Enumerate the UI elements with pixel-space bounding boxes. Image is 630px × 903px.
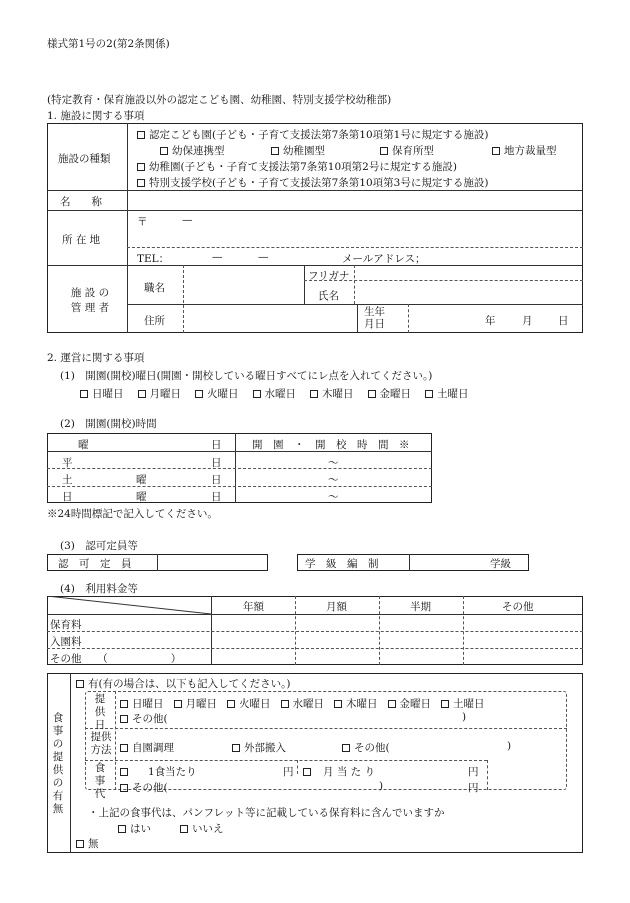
day-label: 土曜日: [453, 698, 485, 710]
checkbox[interactable]: [76, 840, 84, 848]
day-label: 木曜日: [346, 698, 378, 710]
option-label: 1食当たり: [148, 766, 197, 778]
dashed-line: [47, 486, 432, 487]
provide-day-label: 提供日: [94, 693, 106, 731]
checkbox[interactable]: [138, 390, 146, 398]
day-tue[interactable]: [195, 386, 239, 401]
job-title-field[interactable]: [186, 268, 301, 302]
row-line: [47, 210, 583, 211]
meals-no[interactable]: [76, 836, 99, 851]
checkbox[interactable]: [253, 390, 261, 398]
option-label: はい: [130, 823, 151, 835]
day-label: 日曜日: [92, 388, 124, 400]
tel-dash: —: [212, 251, 223, 263]
checkbox[interactable]: [120, 768, 128, 776]
capacity-label: 認 可 定 員: [58, 558, 132, 570]
class-unit: 学級: [490, 558, 511, 570]
checkbox[interactable]: [310, 390, 318, 398]
dashed-line: [487, 760, 488, 790]
hours-row-a: 日: [62, 491, 73, 503]
cell-line: [127, 304, 583, 305]
fee-row-label: その他 （ ）: [50, 653, 182, 665]
checkbox[interactable]: [388, 700, 396, 708]
shimei-field[interactable]: [358, 282, 580, 302]
provide-sat[interactable]: [441, 696, 485, 711]
cost-yen: 円: [468, 766, 479, 778]
class-field[interactable]: [411, 556, 481, 570]
provide-other[interactable]: [120, 711, 168, 726]
form-subtitle: (特定教育・保育施設以外の認定こども園、幼稚園、特別支援学校幼稚部): [47, 94, 392, 106]
day-thu[interactable]: [310, 386, 354, 401]
facility-table-divider: [127, 123, 128, 333]
checkbox[interactable]: [425, 390, 433, 398]
method-other-close: ): [507, 740, 512, 752]
address-field[interactable]: [150, 214, 570, 244]
day-mon[interactable]: [138, 386, 182, 401]
cell-line: [304, 265, 305, 304]
checkbox[interactable]: [118, 825, 126, 833]
address-label: 所 在 地: [62, 234, 101, 246]
checkbox[interactable]: [174, 700, 182, 708]
option-label: その他(: [354, 742, 390, 754]
facility-type-label: 施設の種類: [58, 153, 111, 165]
checkbox[interactable]: [137, 179, 145, 187]
cell-line: [70, 673, 71, 853]
checkbox[interactable]: [180, 825, 188, 833]
section2-heading: 2. 運営に関する事項: [47, 352, 145, 364]
dashed-line: [297, 760, 298, 774]
provide-mon[interactable]: [174, 696, 218, 711]
checkbox[interactable]: [342, 744, 350, 752]
checkbox[interactable]: [281, 700, 289, 708]
option-label: 認定こども園(子ども・子育て支援法第7条第10項第1号に規定する施設): [149, 129, 489, 141]
day-label: 月曜日: [149, 388, 181, 400]
provide-days: [120, 696, 485, 711]
day-label: 日曜日: [132, 698, 164, 710]
hours-row-b: 曜: [136, 474, 147, 486]
furigana-label: フリガナ: [308, 270, 350, 282]
hours-row-c: 日: [211, 491, 222, 503]
meals-side-label: 食事の提供の有無: [52, 712, 64, 815]
checkbox[interactable]: [441, 700, 449, 708]
fee-col-annual: 年額: [243, 601, 264, 613]
row-line: [47, 265, 583, 266]
option-label: 無: [88, 838, 99, 850]
hours-row-c: 日: [211, 457, 222, 469]
checkbox[interactable]: [120, 784, 128, 792]
option-hoikusho-gata[interactable]: [380, 143, 434, 158]
hours-row-c: 日: [211, 474, 222, 486]
checkbox[interactable]: [120, 700, 128, 708]
option-label: 保育所型: [392, 145, 434, 157]
cost-yen: 円: [468, 782, 479, 794]
fee-diagonal: [47, 596, 211, 614]
option-label: 幼保連携型: [172, 145, 225, 157]
birth-label: 生年 月日: [364, 306, 385, 330]
jusho-label: 住所: [144, 315, 165, 327]
postal-mark: 〒: [137, 216, 148, 228]
checkbox[interactable]: [303, 768, 311, 776]
provide-tue[interactable]: [227, 696, 271, 711]
fee-row-label: 保育料: [50, 619, 82, 631]
answer-no[interactable]: [180, 821, 224, 836]
name-field[interactable]: [130, 192, 580, 208]
cell-line: [357, 304, 358, 333]
dashed-line: [47, 468, 432, 469]
fee-col-monthly: 月額: [326, 601, 347, 613]
checkbox[interactable]: [137, 131, 145, 139]
method-external[interactable]: [232, 740, 286, 755]
option-label: 自園調理: [132, 742, 174, 754]
job-title-label: 職名: [144, 282, 165, 294]
provide-wed[interactable]: [281, 696, 325, 711]
option-label: 地方裁量型: [504, 145, 557, 157]
q2-text: (2) 開園(開校)時間: [60, 418, 157, 430]
cost-per-meal[interactable]: [120, 764, 197, 779]
day-label: 水曜日: [292, 698, 324, 710]
birth-year: 年: [485, 315, 496, 327]
hours-note: ※24時間標記で記入してください。: [47, 508, 218, 520]
provide-sun[interactable]: [120, 696, 164, 711]
email-label: メールアドレス；: [342, 253, 426, 265]
jusho-field[interactable]: [186, 306, 354, 331]
cost-yen: 円: [283, 766, 294, 778]
hours-row-b: 曜: [136, 491, 147, 503]
checkbox[interactable]: [368, 390, 376, 398]
q1-text: (1) 開園(開校)曜日(開園・開校している曜日すべてにレ点を入れてください。): [60, 370, 433, 382]
checkbox[interactable]: [120, 744, 128, 752]
capacity-field[interactable]: [159, 556, 265, 570]
checkbox[interactable]: [271, 147, 279, 155]
checkbox[interactable]: [120, 715, 128, 723]
dashed-line: [127, 247, 583, 248]
option-label: 特別支援学校(子ども・子育て支援法第7条第10項第3号に規定する施設): [149, 177, 489, 189]
manager-label: 施 設 の 管 理 者: [70, 287, 110, 314]
method-label: 提供方法: [90, 731, 112, 756]
q3-text: (3) 認可定員等: [60, 540, 138, 552]
row-line: [47, 614, 583, 615]
option-renkei[interactable]: [160, 143, 225, 158]
option-label: その他(: [132, 782, 168, 794]
day-label: 金曜日: [399, 698, 431, 710]
checkbox[interactable]: [380, 147, 388, 155]
option-tokubetsu[interactable]: [137, 175, 488, 190]
dashed-line: [115, 691, 116, 790]
option-nintei[interactable]: [137, 127, 488, 142]
method-self[interactable]: [120, 740, 174, 755]
fee-col-other: その他: [502, 601, 534, 613]
day-label: 水曜日: [264, 388, 296, 400]
cost-per-month[interactable]: [303, 764, 375, 779]
q4-text: (4) 利用料金等: [60, 583, 138, 595]
option-label: 月 当 た り: [323, 766, 376, 778]
option-label: いいえ: [192, 823, 224, 835]
dashed-line: [47, 648, 583, 649]
cell-line: [409, 554, 410, 571]
option-label: 幼稚園(子ども・子育て支援法第7条第10項第2号に規定する施設): [149, 161, 457, 173]
birth-day: 日: [558, 315, 569, 327]
dashed-line: [354, 265, 355, 304]
provide-other-close: ): [462, 711, 467, 723]
option-chihou[interactable]: [492, 143, 557, 158]
cell-line: [157, 554, 158, 571]
provide-thu[interactable]: [334, 696, 378, 711]
hours-row-tilde: 〜: [328, 457, 339, 469]
option-label: 外部搬入: [244, 742, 286, 754]
provide-fri[interactable]: [388, 696, 432, 711]
checkbox[interactable]: [195, 390, 203, 398]
day-label: 火曜日: [239, 698, 271, 710]
checkbox[interactable]: [227, 700, 235, 708]
option-label: 幼稚園型: [283, 145, 325, 157]
day-fri[interactable]: [368, 386, 412, 401]
cost-label: 食事代: [94, 762, 106, 800]
option-label: その他(: [132, 713, 168, 725]
option-youchien-gata[interactable]: [271, 143, 325, 158]
row-line: [47, 190, 583, 191]
checkbox[interactable]: [232, 744, 240, 752]
dashed-line: [85, 728, 567, 729]
day-label: 土曜日: [437, 388, 469, 400]
meals-question: ・上記の食事代は、パンフレット等に記載している保育料に含んでいますか: [88, 807, 445, 819]
birth-month: 月: [522, 315, 533, 327]
tel-label: TEL：: [137, 253, 170, 265]
checkbox[interactable]: [492, 147, 500, 155]
day-sat[interactable]: [425, 386, 469, 401]
hours-row-a: 平: [62, 457, 73, 469]
checkbox[interactable]: [334, 700, 342, 708]
name-label: 名 称: [60, 196, 102, 208]
postal-dash: —: [182, 214, 193, 226]
dashed-line: [47, 631, 583, 632]
fee-col-half: 半期: [410, 601, 431, 613]
meals-yes[interactable]: [76, 676, 290, 691]
dashed-line: [85, 760, 487, 761]
hours-header-day-left: 曜: [78, 439, 89, 451]
day-label: 金曜日: [379, 388, 411, 400]
day-label: 火曜日: [207, 388, 239, 400]
day-sun[interactable]: [80, 386, 124, 401]
form-number: 様式第1号の2(第2条関係): [47, 38, 170, 50]
day-label: 木曜日: [322, 388, 354, 400]
hours-row-tilde: 〜: [328, 474, 339, 486]
shimei-label: 氏名: [318, 290, 339, 302]
cost-other[interactable]: [120, 780, 168, 795]
fee-row-label: 入園料: [50, 636, 82, 648]
open-days: [80, 386, 469, 401]
class-label: 学 級 編 制: [305, 558, 379, 570]
section1-heading: 1. 施設に関する事項: [47, 110, 145, 122]
dashed-line: [183, 265, 184, 333]
checkbox[interactable]: [80, 390, 88, 398]
method-other[interactable]: [342, 740, 390, 755]
option-youchien[interactable]: [137, 159, 457, 174]
hours-header-time: 開 園 ・ 開 校 時 間 ※: [252, 439, 410, 451]
hours-header-day-right: 日: [211, 439, 222, 451]
hours-row-tilde: 〜: [328, 491, 339, 503]
dashed-line: [408, 304, 409, 333]
tel-dash: —: [258, 251, 269, 263]
checkbox[interactable]: [160, 147, 168, 155]
hours-row-a: 土: [62, 474, 73, 486]
checkbox[interactable]: [137, 163, 145, 171]
answer-yes[interactable]: [118, 821, 151, 836]
cost-other-close: ): [379, 780, 384, 792]
day-wed[interactable]: [253, 386, 297, 401]
checkbox[interactable]: [76, 680, 84, 688]
day-label: 月曜日: [185, 698, 217, 710]
option-label: 有(有の場合は、以下も記入してください。): [88, 678, 291, 690]
